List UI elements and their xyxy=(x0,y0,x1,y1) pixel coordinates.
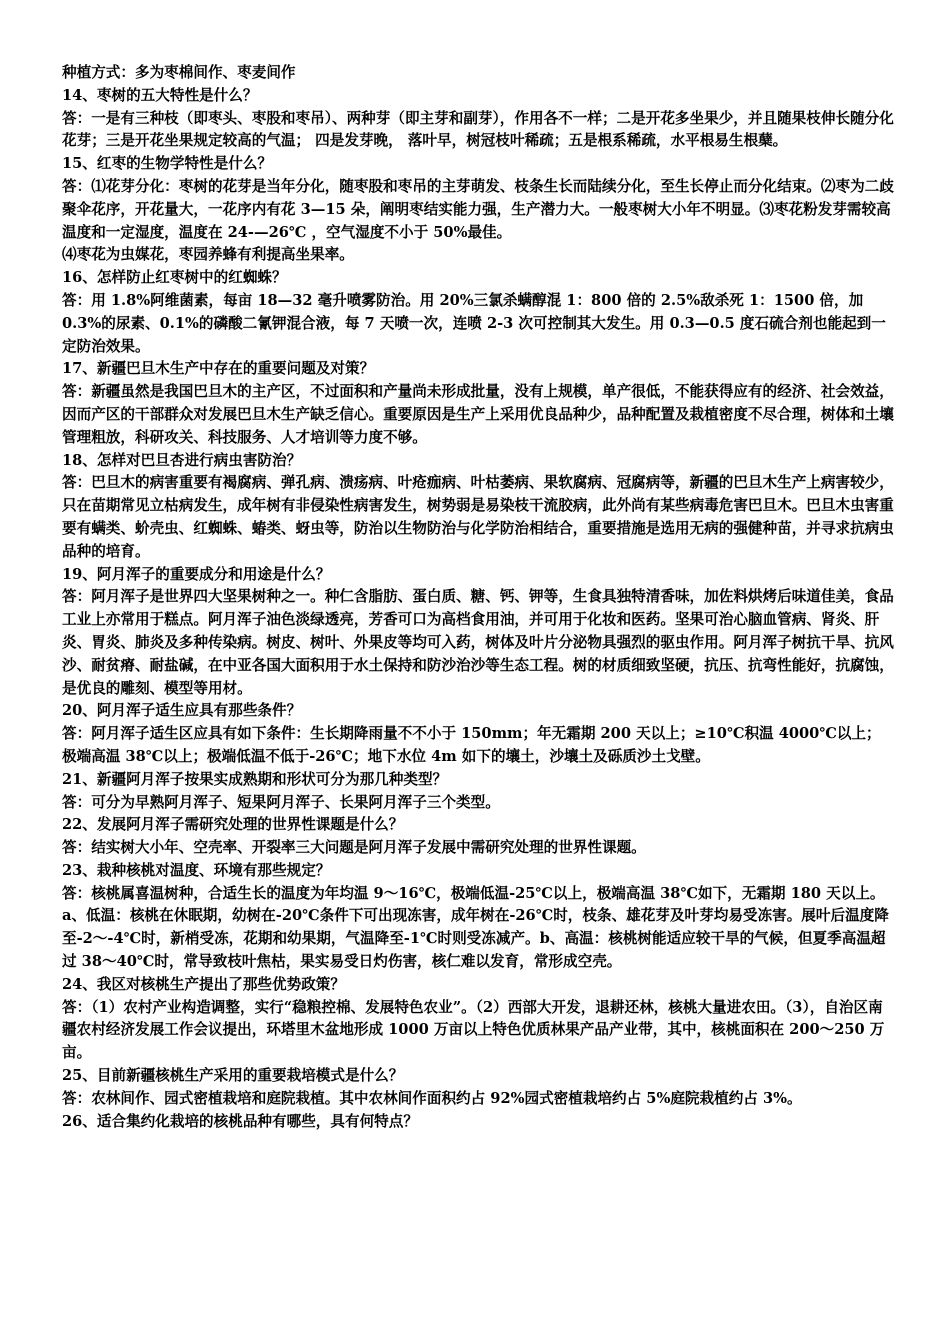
answer-15: 答：⑴花芽分化：枣树的花芽是当年分化，随枣股和枣吊的主芽萌发、枝条生长而陆续分化，至生长停止而分化结束。⑵枣为二歧聚伞花序，开花量大，一花序内有花 3—15 朵，阐明枣结实能力强，生产潜力大。一般枣树大小年不明显。⑶枣花粉发芽需较高温度和一定湿度，温度在 24-—26℃ ，空气湿度不小于 50%最佳。 xyxy=(62,177,894,241)
answer-23: 答：核桃属喜温树种，合适生长的温度为年均温 9～16℃，极端低温-25℃以上，极端高温 38℃如下，无霜期 180 天以上。a、低温：核桃在休眠期，幼树在-20℃条件下可出现冻害，成年树在-26℃时，枝条、雄花芽及叶芽均易受冻害。展叶后温度降至-2～-4℃时，新梢受冻，花期和幼果期，气温降至-1℃时则受冻减产。b、高温：核桃树能适应较干旱的气候，但夏季高温超过 38～40℃时，常导致枝叶焦枯，果实易受日灼伤害，核仁难以发育，常形成空壳。 xyxy=(62,884,889,971)
planting-method-line: 种植方式：多为枣棉间作、枣麦间作 xyxy=(62,64,296,81)
question-15: 15、红枣的生物学特性是什么？ xyxy=(62,155,273,173)
question-21: 21、新疆阿月浑子按果实成熟期和形状可分为那几种类型？ xyxy=(62,770,448,788)
question-14: 14、枣树的五大特性是什么？ xyxy=(62,86,258,104)
question-26: 26、适合集约化栽培的核桃品种有哪些，具有何特点？ xyxy=(62,1112,418,1130)
answer-17: 答：新疆虽然是我国巴旦木的主产区，不过面积和产量尚未形成批量，没有上规模，单产很低，不能获得应有的经济、社会效益，因而产区的干部群众对发展巴旦木生产缺乏信心。重要原因是生产上采用优良品种少，品种配置及栽植密度不尽合理，树体和土壤管理粗放，科研攻关、科技服务、人才培训等力度不够。 xyxy=(62,383,894,446)
question-22: 22、发展阿月浑子需研究处理的世界性课题是什么？ xyxy=(62,816,404,834)
question-19: 19、阿月浑子的重要成分和用途是什么？ xyxy=(62,565,331,583)
answer-20: 答：阿月浑子适生区应具有如下条件：生长期降雨量不不小于 150mm；年无霜期 200 天以上；≥10℃积温 4000℃以上；极端高温 38℃以上；极端低温不低于-26℃；地下水位 4m 如下的壤土，沙壤土及砾质沙土戈壁。 xyxy=(62,725,881,765)
answer-16: 答：用 1.8%阿维菌素，每亩 18—32 毫升喷雾防治。用 20%三氯杀螨醇混 1：800 倍的 2.5%敌杀死 1：1500 倍，加 0.3%的尿素、0.1%的磷酸二氰钾混合液，每 7 天喷一次，连喷 2-3 次可控制其大发生。用 0.3—0.5 度石硫合剂也能起到一定防治效果。 xyxy=(62,291,886,355)
question-16: 16、怎样防止红枣树中的红蜘蛛？ xyxy=(62,269,287,287)
question-17: 17、新疆巴旦木生产中存在的重要问题及对策？ xyxy=(62,360,375,378)
answer-21: 答：可分为早熟阿月浑子、短果阿月浑子、长果阿月浑子三个类型。 xyxy=(62,793,500,811)
answer-18: 答：巴旦木的病害重要有褐腐病、弹孔病、溃疡病、叶疮痂病、叶枯萎病、果软腐病、冠腐病等，新疆的巴旦木生产上病害较少，只在苗期常见立枯病发生，成年树有非侵染性病害发生，树势弱是易染枝干流胶病，此外尚有某些病毒危害巴旦木。巴旦木虫害重要有螨类、蚧壳虫、红蜘蛛、蝽类、蚜虫等，防治以生物防治与化学防治相结合，重要措施是选用无病的强健种苗，并寻求抗病虫品种的培育。 xyxy=(62,474,894,560)
answer-24: 答：（1）农村产业构造调整，实行“稳粮控棉、发展特色农业”。（2）西部大开发，退耕还林，核桃大量进农田。（3），自治区南疆农村经济发展工作会议提出，环塔里木盆地形成 1000 万亩以上特色优质林果产品产业带，其中，核桃面积在 200～250 万亩。 xyxy=(62,998,885,1062)
question-25: 25、目前新疆核桃生产采用的重要栽培模式是什么？ xyxy=(62,1067,404,1085)
answer-25: 答：农林间作、园式密植栽培和庭院栽植。其中农林间作面积约占 92%园式密植栽培约占 5%庭院栽植约占 3%。 xyxy=(62,1089,802,1107)
question-23: 23、栽种核桃对温度、环境有那些规定？ xyxy=(62,861,331,879)
answer-14: 答：一是有三种枝（即枣头、枣股和枣吊）、两种芽（即主芽和副芽），作用各不一样；二是开花多坐果少，并且随果枝伸长随分化花芽；三是开花坐果规定较高的气温； 四是发芽晚， 落叶早，树冠枝叶稀疏；五是根系稀疏，水平根易生根蘖。 xyxy=(62,109,894,150)
document-page xyxy=(62,62,894,1133)
answer-19: 答：阿月浑子是世界四大坚果树种之一。种仁含脂肪、蛋白质、糖、钙、钾等，生食具独特清香味，加佐料烘烤后味道佳美，食品工业上亦常用于糕点。阿月浑子油色淡绿透亮，芳香可口为高档食用油，并可用于化妆和医药。坚果可治心脑血管病、肾炎、肝炎、胃炎、肺炎及多种传染病。树皮、树叶、外果皮等均可入药，树体及叶片分泌物具强烈的驱虫作用。阿月浑子树抗干旱、抗风沙、耐贫瘠、耐盐碱，在中亚各国大面积用于水土保持和防沙治沙等生态工程。树的材质细致坚硬，抗压、抗弯性能好，抗腐蚀，是优良的雕刻、模型等用材。 xyxy=(62,588,894,697)
answer-22: 答：结实树大小年、空壳率、开裂率三大问题是阿月浑子发展中需研究处理的世界性课题。 xyxy=(62,839,646,857)
answer-15-note: ⑷枣花为虫媒花，枣园养蜂有利提高坐果率。 xyxy=(62,246,354,264)
question-20: 20、阿月浑子适生应具有那些条件？ xyxy=(62,702,302,720)
question-18: 18、怎样对巴旦杏进行病虫害防治？ xyxy=(62,451,302,469)
question-24: 24、我区对核桃生产提出了那些优势政策？ xyxy=(62,975,345,993)
